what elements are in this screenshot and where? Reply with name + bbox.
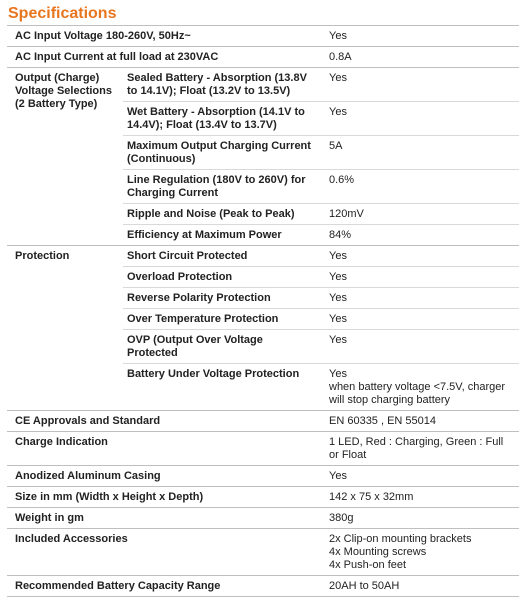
spec-sub-label: Overload Protection (123, 267, 319, 288)
spec-sub-label: Efficiency at Maximum Power (123, 225, 319, 246)
spec-value: 142 x 75 x 32mm (319, 487, 519, 508)
page-title: Specifications (8, 5, 117, 22)
spec-sub-label: OVP (Output Over Voltage Protected (123, 330, 319, 364)
spec-label: Weight in gm (7, 508, 319, 529)
spec-value: Yes (329, 368, 347, 380)
spec-value: Yes (319, 102, 519, 136)
spec-value: 1 LED, Red : Charging, Green : Full or Float (319, 432, 519, 466)
spec-value: 120mV (319, 204, 519, 225)
spec-row (7, 26, 519, 47)
accessory-item: 4x Push-on feet (329, 559, 407, 571)
accessory-item: 2x Clip-on mounting brackets (329, 533, 472, 545)
spec-value-multiline (319, 364, 519, 411)
spec-value: Yes (319, 246, 519, 267)
group-label-output: Output (Charge) Voltage Selections (2 Battery Type) (7, 68, 123, 246)
spec-row (7, 508, 519, 529)
spec-label: Size in mm (Width x Height x Depth) (7, 487, 319, 508)
spec-table (7, 25, 519, 597)
spec-label: AC Input Voltage 180-260V, 50Hz~ (7, 26, 319, 47)
spec-label: Recommended Battery Capacity Range (7, 576, 319, 597)
spec-value: 0.6% (319, 170, 519, 204)
spec-value: Yes (319, 330, 519, 364)
spec-value: Yes (319, 466, 519, 487)
spec-sub-label: Line Regulation (180V to 260V) for Charging Current (123, 170, 319, 204)
spec-row (7, 47, 519, 68)
spec-note: when battery voltage <7.5V, charger will stop charging battery (329, 381, 506, 406)
spec-value: 0.8A (319, 47, 519, 68)
spec-row (7, 432, 519, 466)
spec-value: 84% (319, 225, 519, 246)
spec-value-multiline (319, 529, 519, 576)
spec-row (7, 466, 519, 487)
spec-sub-label: Battery Under Voltage Protection (123, 364, 319, 411)
spec-row (7, 411, 519, 432)
spec-sub-label: Over Temperature Protection (123, 309, 319, 330)
spec-sub-label: Reverse Polarity Protection (123, 288, 319, 309)
spec-row (7, 529, 519, 576)
spec-row (7, 576, 519, 597)
spec-value: Yes (319, 26, 519, 47)
spec-value: Yes (319, 309, 519, 330)
accessory-item: 4x Mounting screws (329, 546, 427, 558)
spec-value: EN 60335 , EN 55014 (319, 411, 519, 432)
spec-row (7, 246, 519, 267)
spec-label: AC Input Current at full load at 230VAC (7, 47, 319, 68)
spec-sub-label: Sealed Battery - Absorption (13.8V to 14.1V); Float (13.2V to 13.5V) (123, 68, 319, 102)
group-label-protection: Protection (7, 246, 123, 411)
spec-label: Charge Indication (7, 432, 319, 466)
spec-value: 380g (319, 508, 519, 529)
spec-row (7, 487, 519, 508)
spec-sub-label: Ripple and Noise (Peak to Peak) (123, 204, 319, 225)
spec-value: 20AH to 50AH (319, 576, 519, 597)
spec-sub-label: Maximum Output Charging Current (Continuous) (123, 136, 319, 170)
spec-value: Yes (319, 288, 519, 309)
spec-row (7, 68, 519, 102)
spec-sub-label: Short Circuit Protected (123, 246, 319, 267)
spec-sub-label: Wet Battery - Absorption (14.1V to 14.4V); Float (13.4V to 13.7V) (123, 102, 319, 136)
spec-label: CE Approvals and Standard (7, 411, 319, 432)
spec-value: 5A (319, 136, 519, 170)
spec-label: Anodized Aluminum Casing (7, 466, 319, 487)
spec-value: Yes (319, 68, 519, 102)
spec-value: Yes (319, 267, 519, 288)
spec-label: Included Accessories (7, 529, 319, 576)
